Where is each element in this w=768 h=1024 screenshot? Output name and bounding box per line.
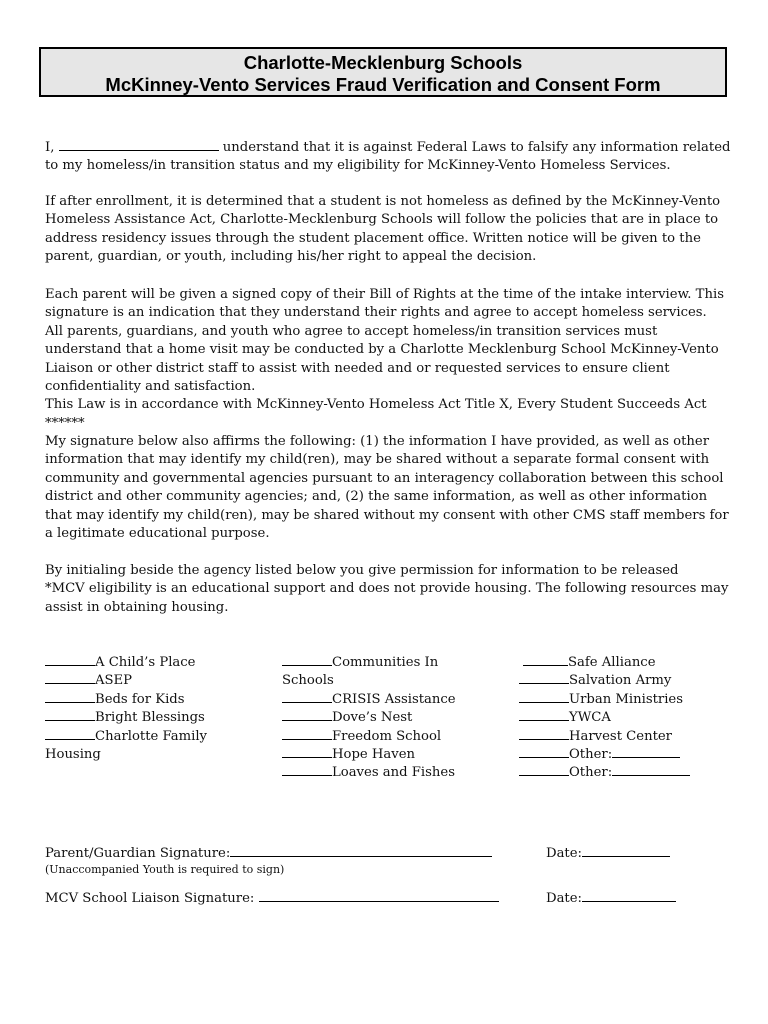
agency-item-other xyxy=(519,746,690,764)
initial-blank[interactable] xyxy=(519,728,569,740)
other-agency-blank[interactable] xyxy=(612,746,680,758)
initial-blank[interactable] xyxy=(282,764,332,776)
agency-label: A Child’s Place xyxy=(95,655,196,670)
paragraph-enrollment: If after enrollment, it is determined that a student is not homeless as defined by the McKinney-Vento Homeless Assistance Act, Charlotte-Mecklenburg Schools will follow the policies that are in place to address residency issues through the student placement office. Written notice will be given to the parent, guardian, or youth, including his/her right to appeal the decision. xyxy=(45,194,721,265)
declaration-prefix: I, xyxy=(45,140,55,155)
agency-item xyxy=(45,728,207,746)
permission-text: By initialing beside the agency listed below you give permission for information to be released xyxy=(45,563,679,578)
agency-label: Charlotte Family xyxy=(95,728,208,744)
initial-blank[interactable] xyxy=(45,691,95,703)
liaison-signature-field[interactable] xyxy=(259,890,499,902)
initial-blank[interactable] xyxy=(45,709,95,721)
parent-signature-note: (Unaccompanied Youth is required to sign) xyxy=(45,863,285,876)
bill-of-rights-text: Each parent will be given a signed copy of their Bill of Rights at the time of the intake interview. This signature is an indication that they understand their rights and agree to accept homeless services. xyxy=(45,287,724,321)
agency-item xyxy=(282,728,456,746)
parent-signature-field[interactable] xyxy=(230,845,492,857)
school-name-heading: Charlotte-Mecklenburg Schools xyxy=(243,52,523,73)
paragraph-bill-of-rights xyxy=(45,286,735,433)
agency-label: Hope Haven xyxy=(332,747,415,763)
agency-item xyxy=(282,746,456,764)
agency-label: ASEP xyxy=(95,673,133,689)
name-blank-field[interactable] xyxy=(59,138,219,151)
agency-item xyxy=(282,764,456,782)
agency-label: YWCA xyxy=(569,710,611,726)
initial-blank[interactable] xyxy=(45,654,95,666)
agency-wrap-text: Housing xyxy=(45,747,101,763)
agency-wrap-text: Schools xyxy=(282,673,334,689)
paragraph-permission xyxy=(45,562,735,617)
parent-date-label: Date: xyxy=(546,846,582,861)
initial-blank[interactable] xyxy=(282,691,332,703)
agency-label: Bright Blessings xyxy=(95,710,205,726)
form-title-box xyxy=(39,47,727,97)
agency-item xyxy=(45,672,207,690)
agency-label: Safe Alliance xyxy=(568,655,656,670)
agency-item-other xyxy=(519,764,690,782)
agency-label: Other: xyxy=(569,747,613,763)
agency-item xyxy=(45,654,207,672)
paragraph-declaration xyxy=(45,138,735,176)
initial-blank[interactable] xyxy=(519,746,569,758)
declaration-text: understand that it is against Federal Laws to falsify any information related to my homeless/in transition status and my eligibility for McKinney-Vento Homeless Services. xyxy=(45,140,731,174)
parent-signature-row xyxy=(45,845,492,863)
agency-item xyxy=(519,709,690,727)
initial-blank[interactable] xyxy=(45,728,95,740)
agency-item xyxy=(45,691,207,709)
agency-label: Urban Ministries xyxy=(569,691,683,707)
agency-label: Loaves and Fishes xyxy=(332,765,455,781)
agency-label: CRISIS Assistance xyxy=(332,691,456,707)
agency-item xyxy=(519,691,690,709)
form-title-heading: McKinney-Vento Services Fraud Verification and Consent Form xyxy=(105,74,661,95)
liaison-date-label: Date: xyxy=(546,891,582,906)
initial-blank[interactable] xyxy=(282,709,332,721)
liaison-signature-label: MCV School Liaison Signature: xyxy=(45,891,259,906)
other-agency-blank[interactable] xyxy=(612,764,690,776)
initial-blank[interactable] xyxy=(282,746,332,758)
agency-column-3 xyxy=(519,654,690,783)
agency-label: Freedom School xyxy=(332,728,442,744)
initial-blank[interactable] xyxy=(519,764,569,776)
liaison-date-row xyxy=(546,890,676,908)
initial-blank[interactable] xyxy=(519,691,569,703)
law-reference-text: This Law is in accordance with McKinney-Vento Homeless Act Title X, Every Student Succeeds Act ****** xyxy=(45,397,707,431)
agency-column-1 xyxy=(45,654,207,764)
home-visit-text: All parents, guardians, and youth who agree to accept homeless/in transition services must understand that a home visit may be conducted by a Charlotte Mecklenburg School McKinney-Vento Liaison or other district staff to assist with needed and or requested services to ensure client confidentiality and satisfaction. xyxy=(45,323,719,395)
initial-blank[interactable] xyxy=(523,654,568,666)
agency-label: Other: xyxy=(569,765,613,781)
eligibility-note: *MCV eligibility is an educational support and does not provide housing. The following resources may assist in obtaining housing. xyxy=(45,581,729,615)
agency-item xyxy=(519,654,690,672)
agency-item xyxy=(282,654,456,672)
agency-item xyxy=(45,709,207,727)
liaison-signature-row xyxy=(45,890,499,908)
initial-blank[interactable] xyxy=(45,672,95,684)
parent-date-row xyxy=(546,845,670,863)
agency-label: Communities In xyxy=(332,655,439,670)
paragraph-affirmation: My signature below also affirms the following: (1) the information I have provided, as well as other information that may identify my child(ren), may be shared without a separate formal consent with community and governmental agencies pursuant to an interagency collaboration between this school district and other community agencies; and, (2) the same information, as well as other information that may identify my child(ren), may be shared without my consent with other CMS staff members for a legitimate educational purpose. xyxy=(45,434,729,542)
initial-blank[interactable] xyxy=(282,728,332,740)
liaison-date-field[interactable] xyxy=(582,890,676,902)
agency-label: Dove’s Nest xyxy=(332,710,413,726)
parent-date-field[interactable] xyxy=(582,845,670,857)
parent-signature-label: Parent/Guardian Signature: xyxy=(45,846,231,861)
agency-label: Salvation Army xyxy=(569,673,672,689)
agency-label: Beds for Kids xyxy=(95,691,185,707)
agency-item xyxy=(282,691,456,709)
initial-blank[interactable] xyxy=(519,672,569,684)
initial-blank[interactable] xyxy=(519,709,569,721)
agency-label: Harvest Center xyxy=(569,728,672,744)
agency-item xyxy=(519,728,690,746)
agency-column-2 xyxy=(282,654,456,783)
agency-item xyxy=(519,672,690,690)
initial-blank[interactable] xyxy=(282,654,332,666)
agency-item xyxy=(282,709,456,727)
